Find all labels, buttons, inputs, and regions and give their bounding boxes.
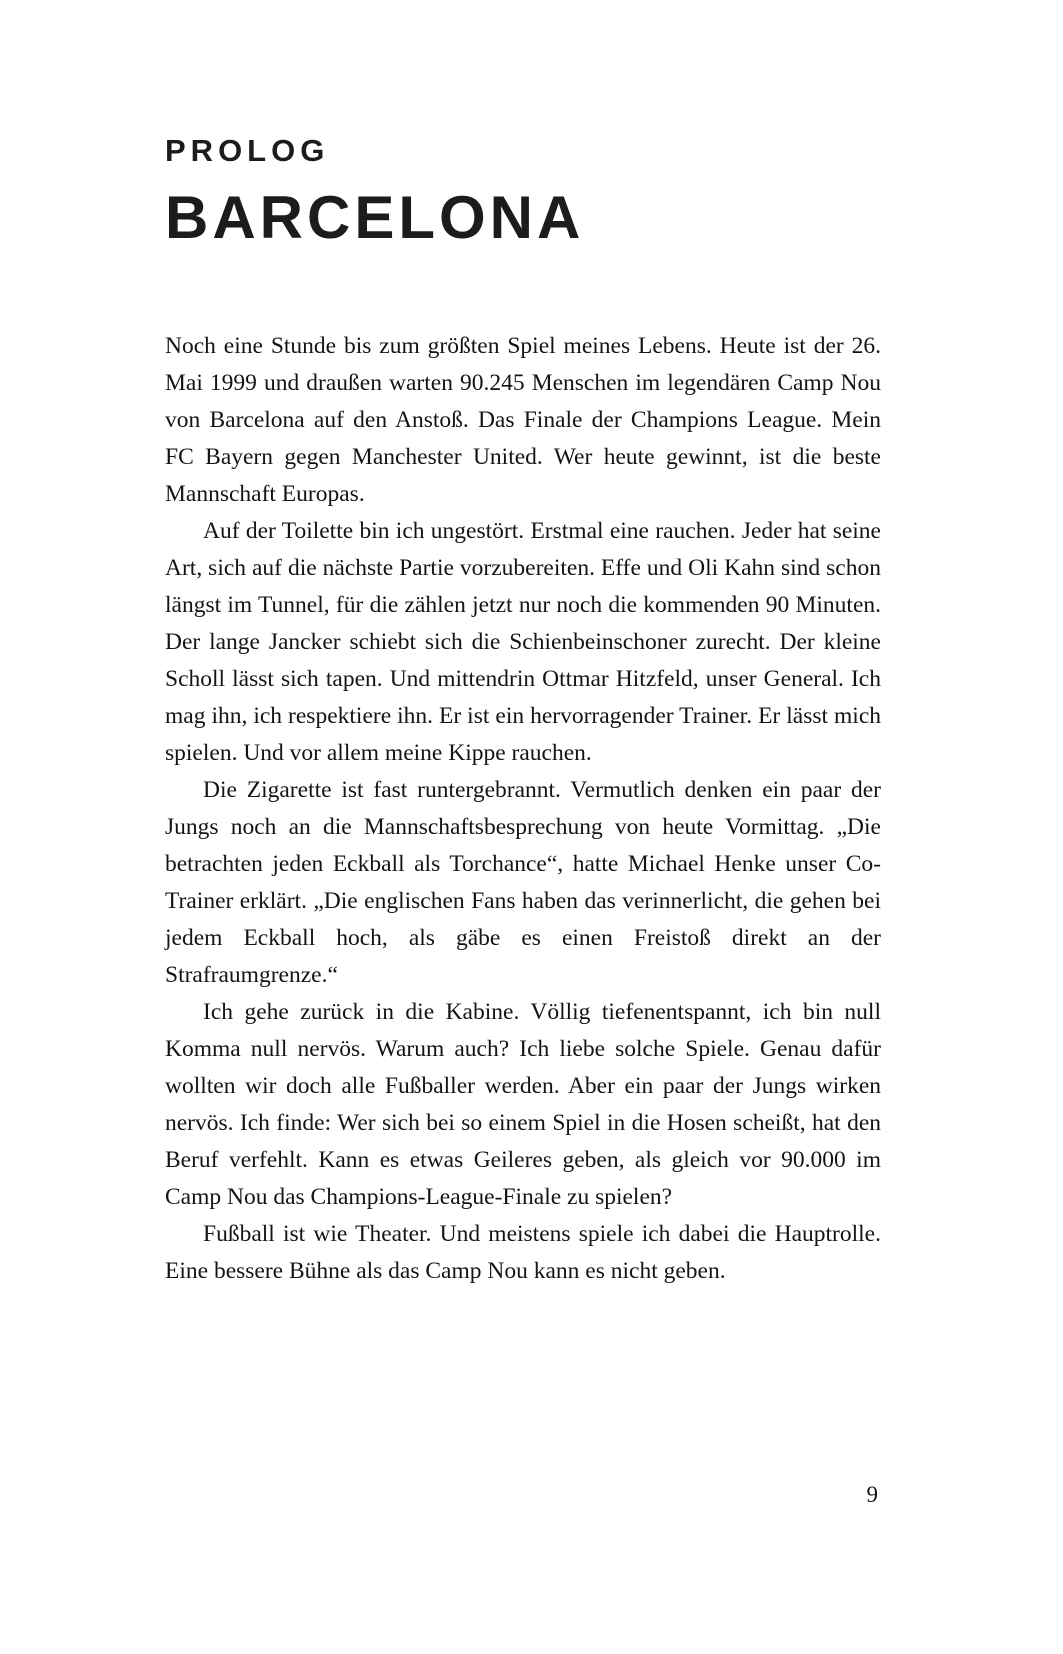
page-number: 9 — [866, 1482, 878, 1507]
paragraph: Fußball ist wie Theater. Und meistens spiele ich dabei die Hauptrolle. Eine bessere Bühne als das Camp Nou kann es nicht geben. — [165, 1221, 881, 1284]
paragraph: Noch eine Stunde bis zum größten Spiel meines Lebens. Heute ist der 26. Mai 1999 und draußen warten 90.245 Menschen im legendären Camp Nou von Barcelona auf den Anstoß. Das Finale der Champions League. Mein FC Bayern gegen Manchester United. Wer heute gewinnt, ist die beste Mannschaft Europas. — [165, 333, 881, 507]
page-content — [165, 135, 881, 1290]
chapter-title: BARCELONA — [165, 184, 585, 251]
body-text — [165, 328, 881, 1290]
paragraph: Die Zigarette ist fast runtergebrannt. Vermutlich denken ein paar der Jungs noch an die Mannschaftsbesprechung von heute Vormittag. „Die betrachten jeden Eckball als Torchance“, hatte Michael Henke unser Co-Trainer erklärt. „Die englischen Fans haben das verinnerlicht, die gehen bei jedem Eckball hoch, als gäbe es einen Freistoß direkt an der Strafraumgrenze.“ — [165, 777, 881, 988]
paragraph: Auf der Toilette bin ich ungestört. Erstmal eine rauchen. Jeder hat seine Art, sich auf die nächste Partie vorzubereiten. Effe und Oli Kahn sind schon längst im Tunnel, für die zählen jetzt nur noch die kommenden 90 Minuten. Der lange Jancker schiebt sich die Schienbeinschoner zurecht. Der kleine Scholl lässt sich tapen. Und mittendrin Ottmar Hitzfeld, unser General. Ich mag ihn, ich respektiere ihn. Er ist ein hervorragender Trainer. Er lässt mich spielen. Und vor allem meine Kippe rauchen. — [165, 518, 881, 766]
paragraph: Ich gehe zurück in die Kabine. Völlig tiefenentspannt, ich bin null Komma null nervös. Warum auch? Ich liebe solche Spiele. Genau dafür wollten wir doch alle Fußballer werden. Aber ein paar der Jungs wirken nervös. Ich finde: Wer sich bei so einem Spiel in die Hosen scheißt, hat den Beruf verfehlt. Kann es etwas Geileres geben, als gleich vor 90.000 im Camp Nou das Champions-League-Finale zu spielen? — [165, 999, 881, 1210]
chapter-kicker: PROLOG — [165, 133, 330, 168]
